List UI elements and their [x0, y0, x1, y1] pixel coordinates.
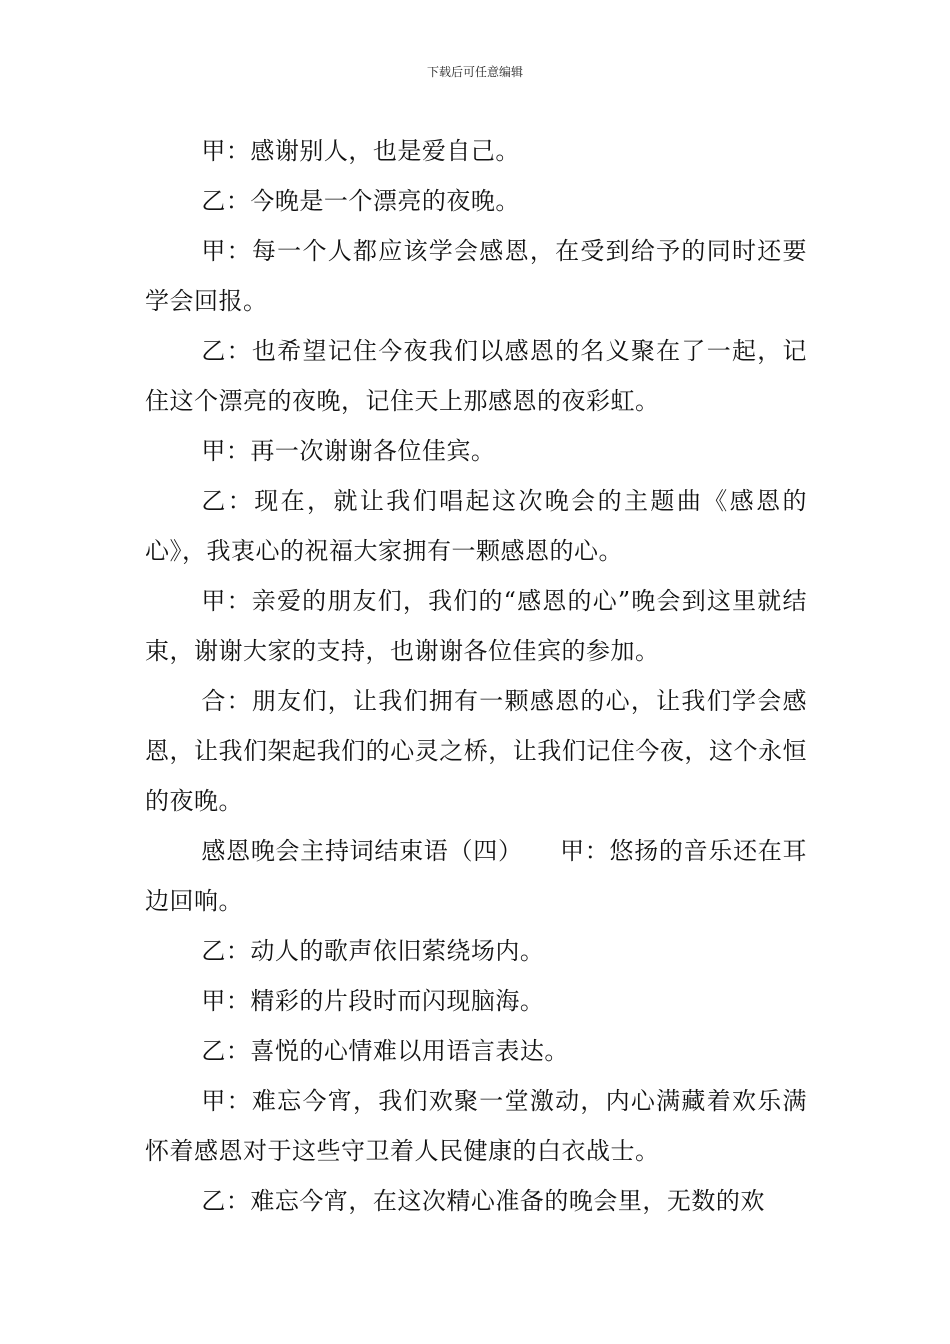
paragraph: 乙：今晚是一个漂亮的夜晚。 [201, 187, 520, 215]
page-header: 下载后可任意编辑 [426, 65, 523, 79]
paragraph: 乙：现在，就让我们唱起这次晚会的主题曲《感恩的心》，我衷心的祝福大家拥有一颗感恩的心。 [145, 487, 807, 565]
paragraph: 感恩晚会主持词结束语（四） 甲：悠扬的音乐还在耳边回响。 [145, 837, 807, 915]
paragraph: 甲：每一个人都应该学会感恩，在受到给予的同时还要学会回报。 [145, 237, 807, 315]
paragraph: 甲：再一次谢谢各位佳宾。 [201, 437, 496, 465]
paragraph: 乙：难忘今宵，在这次精心准备的晚会里，无数的欢 [201, 1187, 765, 1215]
paragraph: 甲：感谢别人，也是爱自己。 [201, 137, 520, 165]
paragraph: 甲：精彩的片段时而闪现脑海。 [201, 987, 545, 1015]
document-body [145, 126, 807, 1226]
paragraph: 乙：动人的歌声依旧萦绕场内。 [201, 937, 545, 965]
paragraph: 乙：喜悦的心情难以用语言表达。 [201, 1037, 569, 1065]
paragraph: 甲：难忘今宵，我们欢聚一堂激动，内心满藏着欢乐满怀着感恩对于这些守卫着人民健康的白衣战士。 [145, 1087, 807, 1165]
paragraph: 合：朋友们，让我们拥有一颗感恩的心，让我们学会感恩，让我们架起我们的心灵之桥，让我们记住今夜，这个永恒的夜晚。 [145, 687, 807, 815]
paragraph: 甲：亲爱的朋友们，我们的“感恩的心”晚会到这里就结束，谢谢大家的支持，也谢谢各位佳宾的参加。 [145, 587, 807, 665]
paragraph: 乙：也希望记住今夜我们以感恩的名义聚在了一起，记住这个漂亮的夜晚，记住天上那感恩的夜彩虹。 [145, 337, 807, 415]
